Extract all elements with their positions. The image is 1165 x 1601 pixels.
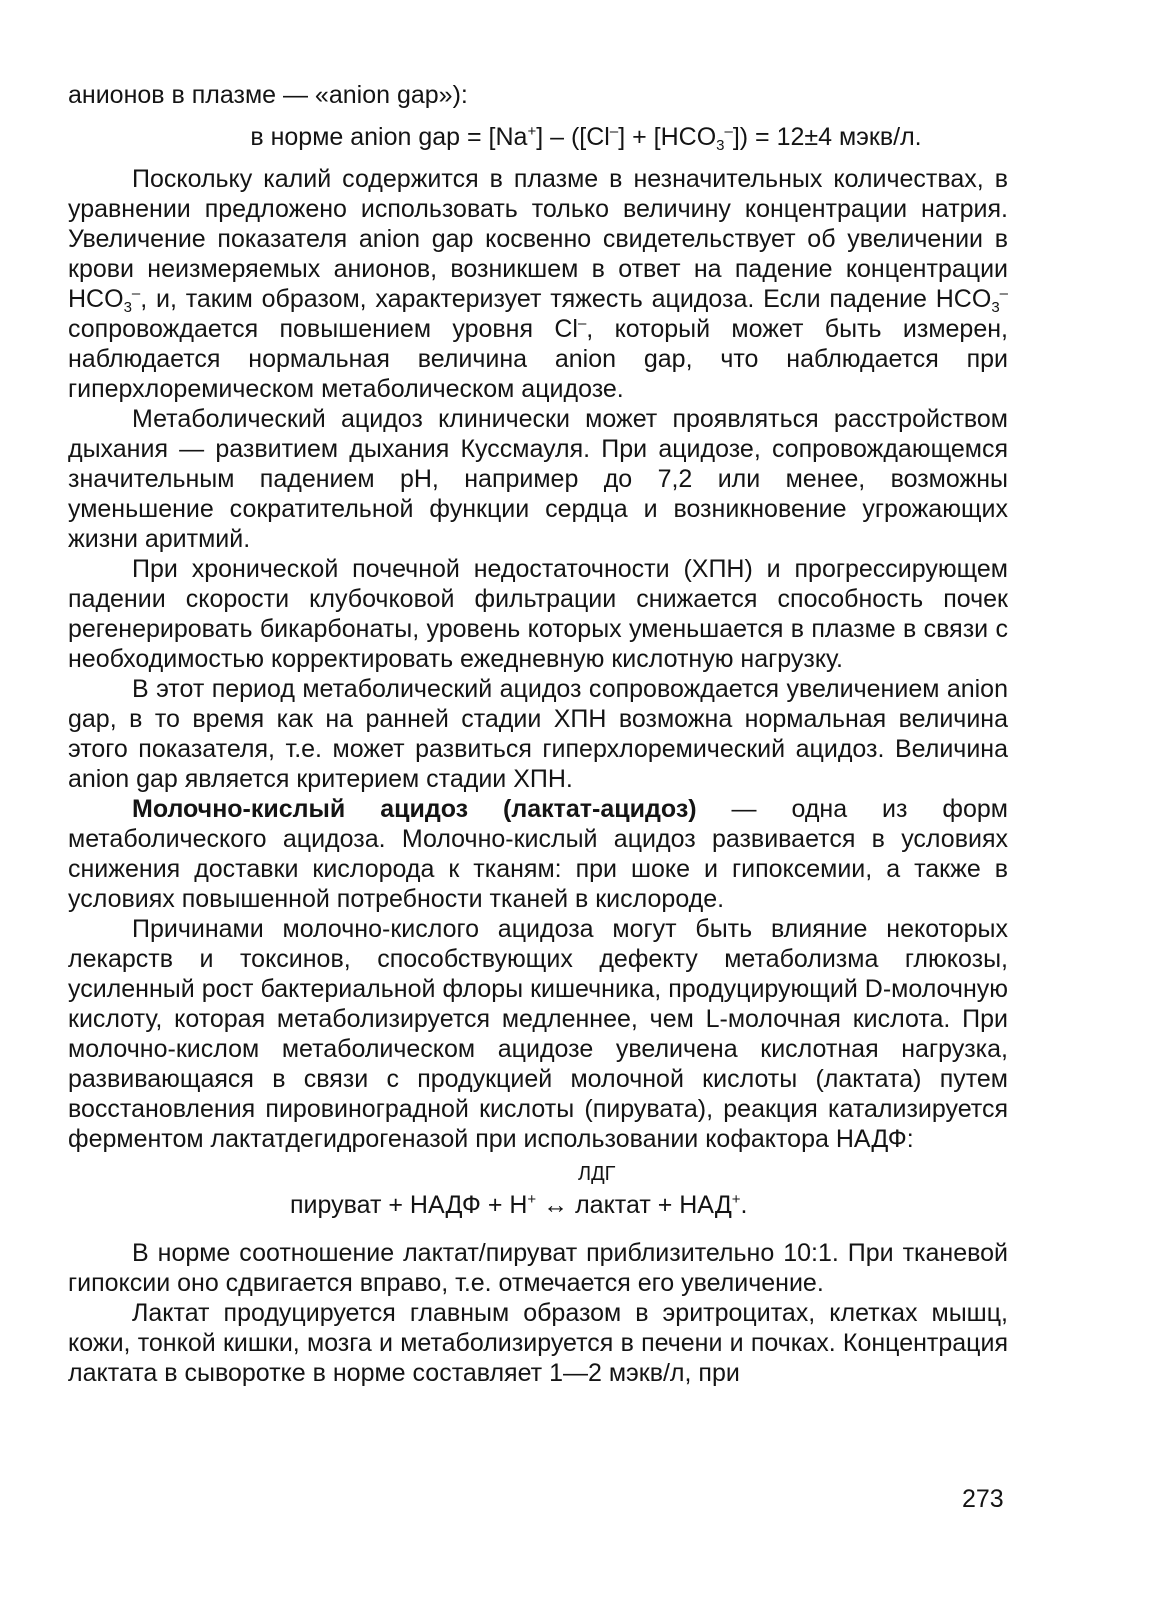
reaction-text: . bbox=[740, 1191, 748, 1219]
formula-subscript: 3 bbox=[716, 137, 725, 154]
subscript: 3 bbox=[991, 299, 1000, 316]
paragraph-text: , который может быть измерен, наблюдается нормальная величина anion gap, что наблюдается при гиперхлоремическом метаболическом ацидозе. bbox=[68, 315, 1008, 403]
paragraph-text: Поскольку калий содержится в плазме в незначительных количествах, в уравнении предложено использовать только величину концентрации натрия. Увеличение показателя anion gap косвенно свидетельствует об увеличении в крови неизмеряемых анионов, возникшем в ответ на падение концентрации HCO bbox=[68, 165, 1008, 313]
subscript: 3 bbox=[123, 299, 132, 316]
paragraph-causes: Причинами молочно-кислого ацидоза могут быть влияние некоторых лекарств и токсинов, способствующих дефекту метаболизма глюкозы, усиленный рост бактериальной флоры кишечника, продуцирующий D-молочную кислоту, которая метаболизируется медленнее, чем L-молочная кислота. При молочно-кислом метаболическом ацидозе увеличена кислотная нагрузка, развивающаяся в связи с продукцией молочной кислоты (лактата) путем восстановления пировиноградной кислоты (пирувата), реакция катализируется ферментом лактатдегидрогеназой при использовании кофактора НАДФ: bbox=[68, 915, 1008, 1153]
enzyme-label: ЛДГ bbox=[578, 1163, 616, 1185]
anion-gap-formula bbox=[164, 122, 1008, 152]
superscript: – bbox=[131, 285, 141, 302]
reaction-text: ↔ лактат + НАД bbox=[536, 1191, 732, 1219]
formula-superscript: – bbox=[609, 123, 619, 140]
formula-text: ] – ([Cl bbox=[536, 123, 610, 151]
ldh-reaction bbox=[68, 1162, 1008, 1224]
page-body bbox=[68, 80, 1008, 1388]
reaction-equation bbox=[290, 1190, 747, 1220]
reaction-superscript: + bbox=[731, 1191, 741, 1208]
paragraph-kussmaul: Метаболический ацидоз клинически может проявляться расстройством дыхания — развитием дыхания Куссмауля. При ацидозе, сопровождающемся значительным падением pH, например до 7,2 или менее, возможны уменьшение сократительной функции сердца и возникновение угрожающих жизни аритмий. bbox=[68, 405, 1008, 553]
paragraph-anion-gap-criterion: В этот период метаболический ацидоз сопровождается увеличением anion gap, в то время как на ранней стадии ХПН возможна нормальная величина этого показателя, т.е. может развиться гиперхлоремический ацидоз. Величина anion gap является критерием стадии ХПН. bbox=[68, 675, 1008, 793]
paragraph-lactic-acidosis bbox=[68, 794, 1008, 914]
superscript: – bbox=[999, 285, 1008, 302]
page-number: 273 bbox=[962, 1485, 1004, 1513]
paragraph-chronic-renal-failure: При хронической почечной недостаточности (ХПН) и прогрессирующем падении скорости клубочковой фильтрации снижается способность почек регенерировать бикарбонаты, уровень которых уменьшается в плазме в связи с необходимостью корректировать ежедневную кислотную нагрузку. bbox=[68, 555, 1008, 673]
reaction-superscript: + bbox=[527, 1191, 537, 1208]
formula-text: ]) = 12±4 мэкв/л. bbox=[732, 123, 922, 151]
paragraph-lactate-pyruvate-ratio: В норме соотношение лактат/пируват приблизительно 10:1. При тканевой гипоксии оно сдвигается вправо, т.е. отмечается его увеличение. bbox=[68, 1239, 1008, 1297]
formula-text: ] + [HCO bbox=[618, 123, 717, 151]
paragraph-anion-gap bbox=[68, 164, 1008, 404]
paragraph-text: — одна из форм метаболического ацидоза. Молочно-кислый ацидоз развивается в условиях снижения доставки кислорода к тканям: при шоке и гипоксемии, а также в условиях повышенной потребности тканей в кислороде. bbox=[68, 795, 1008, 913]
reaction-text: пируват + НАДФ + H bbox=[290, 1191, 528, 1219]
paragraph-text: , и, таким образом, характеризует тяжесть ацидоза. Если падение HCO bbox=[140, 285, 992, 313]
intro-line: анионов в плазме — «anion gap»): bbox=[68, 81, 468, 109]
lactic-acidosis-term: Молочно-кислый ацидоз (лактат-ацидоз) bbox=[132, 795, 697, 823]
formula-superscript: + bbox=[527, 123, 537, 140]
paragraph-lactate-production: Лактат продуцируется главным образом в эритроцитах, клетках мышц, кожи, тонкой кишки, мозга и метаболизируется в печени и почках. Концентрация лактата в сыворотке в норме составляет 1—2 мэкв/л, при bbox=[68, 1299, 1008, 1387]
formula-text: в норме anion gap = [Na bbox=[250, 123, 528, 151]
superscript: – bbox=[577, 315, 587, 332]
formula-superscript: – bbox=[724, 123, 733, 140]
paragraph-text: сопровождается повышением уровня Cl bbox=[68, 315, 578, 343]
